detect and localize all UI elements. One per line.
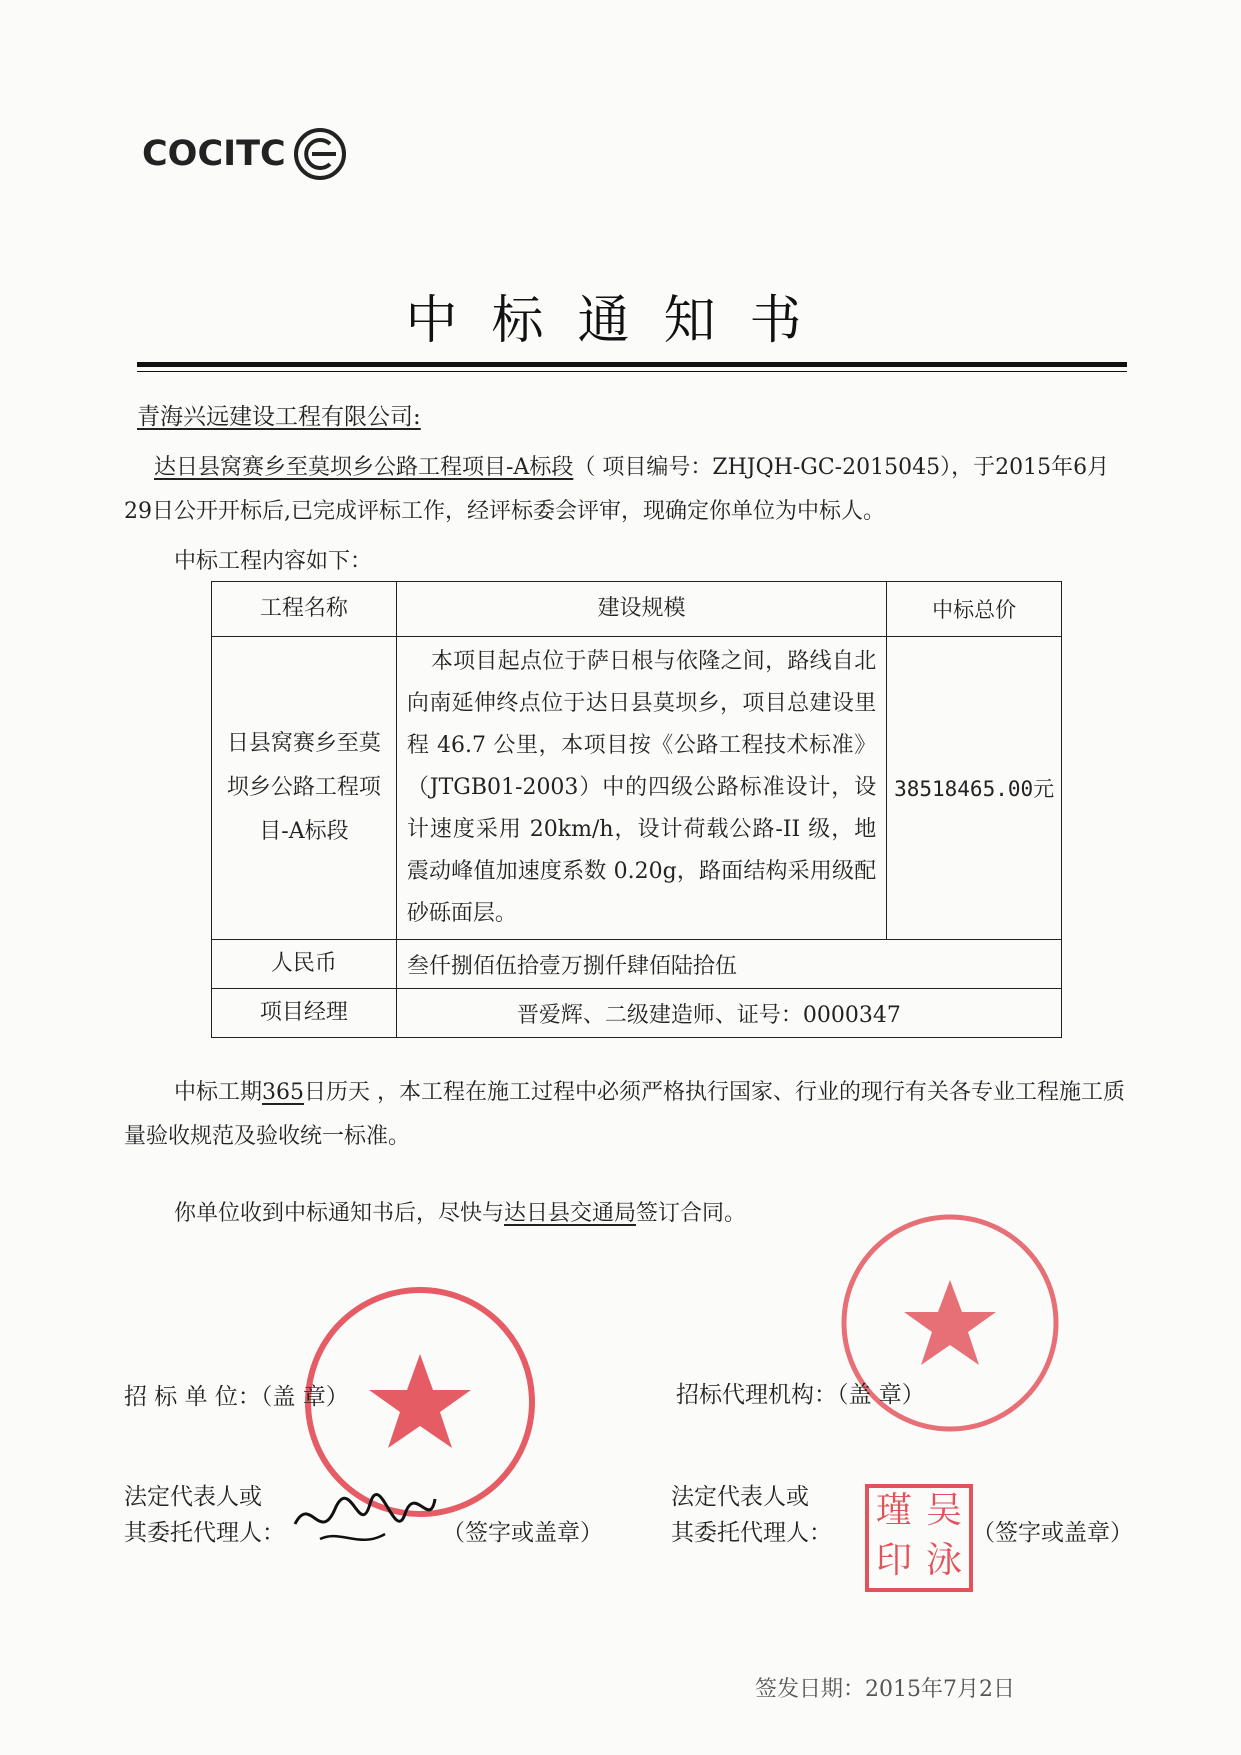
contract-prefix: 你单位收到中标通知书后，尽快与 (174, 1201, 505, 1226)
cell-price: 38518465.00元 (887, 637, 1062, 940)
project-name: 达日县窝赛乡至莫坝乡公路工程项目-A标段 (154, 455, 574, 480)
seal-char: 瑾 (875, 1490, 912, 1531)
legal-rep-line1-right: 法定代表人或 (671, 1484, 809, 1510)
cell-manager-label: 项目经理 (212, 989, 397, 1038)
seal-char: 泳 (925, 1540, 962, 1581)
legal-rep-line2-right: 其委托代理人： (671, 1520, 832, 1546)
company-logo (142, 126, 348, 182)
name-seal (865, 1484, 973, 1592)
logo-emblem-icon (292, 126, 348, 182)
contract-paragraph (174, 1196, 746, 1227)
award-table (211, 581, 1062, 1038)
award-paragraph (124, 446, 1134, 534)
table-row (212, 940, 1062, 989)
tenderer-label: 招 标 单 位：（盖 章） (124, 1384, 349, 1410)
table-row (212, 989, 1062, 1038)
scale-text: 本项目起点位于萨日根与依隆之间，路线自北向南延伸终点位于达日县莫坝乡，项目总建设里程 46.7 公里，本项目按《公路工程技术标准》（JTGB01-2003）中的四级公路标准设计，设计速度采用 20km/h，设计荷载公路-II 级，地震动峰值加速度系数 0.20g，路面结构采用级配砂砾面层。 (406, 649, 877, 926)
title-rule-thick (137, 362, 1127, 367)
document-title: 中标通知书 (405, 291, 836, 351)
legal-rep-line1-left: 法定代表人或 (124, 1484, 262, 1510)
header-scale: 建设规模 (396, 582, 886, 637)
title-rule-thin (137, 371, 1127, 372)
issue-date: 签发日期：2015年7月2日 (755, 1677, 1015, 1702)
legal-rep-line2-left: 其委托代理人： (124, 1520, 285, 1546)
duration-paragraph (124, 1071, 1134, 1159)
content-intro: 中标工程内容如下： (174, 549, 373, 574)
cell-project-name: 日县窝赛乡至莫坝乡公路工程项目-A标段 (212, 637, 397, 940)
table-row (212, 637, 1062, 940)
seal-char: 印 (875, 1540, 912, 1581)
cell-manager-value: 晋爱辉、二级建造师、证号：0000347 (396, 989, 1061, 1038)
handwritten-signature-icon (290, 1484, 440, 1554)
seal-char: 吴 (925, 1490, 962, 1531)
header-project-name: 工程名称 (212, 582, 397, 637)
table-header-row (212, 582, 1062, 637)
contract-agency: 达日县交通局 (504, 1201, 637, 1226)
logo-text: COCITC (142, 134, 286, 174)
sign-or-seal-left: （签字或盖章） (442, 1520, 603, 1546)
cell-scale (396, 637, 886, 940)
header-price: 中标总价 (887, 582, 1062, 637)
cell-rmb-label: 人民币 (212, 940, 397, 989)
duration-days: 365 (262, 1080, 305, 1105)
addressee: 青海兴远建设工程有限公司: (137, 404, 421, 430)
contract-suffix: 签订合同。 (636, 1201, 747, 1226)
duration-prefix: 中标工期 (174, 1080, 263, 1105)
sign-or-seal-right: （签字或盖章） (972, 1520, 1133, 1546)
cell-rmb-value: 叁仟捌佰伍拾壹万捌仟肆佰陆拾伍 (396, 940, 1061, 989)
award-paragraph-text: （ 项目编号：ZHJQH-GC-2015045），于2015年6月29日公开开标后,已完成评标工作，经评标委会评审，现确定你单位为中标人。 (124, 455, 1110, 524)
agent-label: 招标代理机构：（盖 章） (676, 1382, 925, 1408)
duration-suffix: 日历天 ，本工程在施工过程中必须严格执行国家、行业的现行有关各专业工程施工质量验收规范及验收统一标准。 (124, 1080, 1126, 1149)
